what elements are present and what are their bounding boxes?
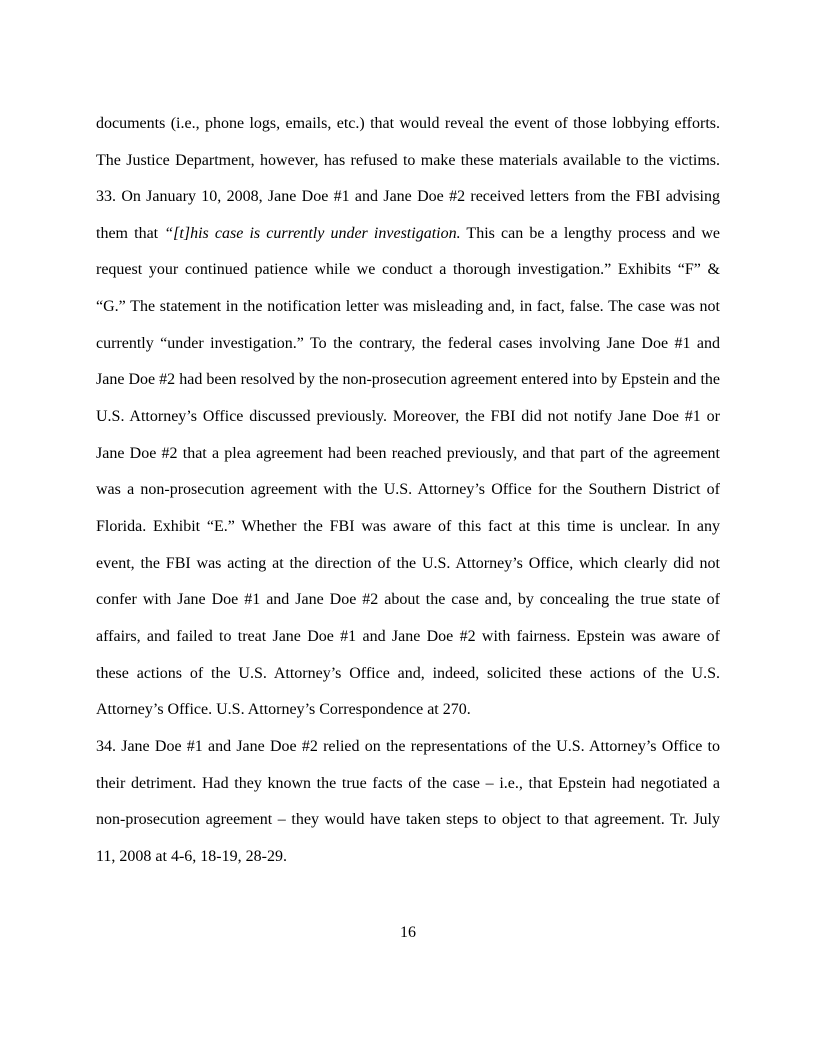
paragraph-33-line: request your continued patience while we conduct a thorough investigation.” Exhibits “F” &	[96, 261, 720, 278]
paragraph-34-line: their detriment. Had they known the true facts of the case – i.e., that Epstein had negotiated a	[96, 775, 720, 792]
paragraph-33-line: affairs, and failed to treat Jane Doe #1 and Jane Doe #2 with fairness. Epstein was aware of	[96, 628, 720, 645]
page-number: 16	[400, 924, 416, 941]
paragraph-33-line: Jane Doe #2 that a plea agreement had been reached previously, and that part of the agreement	[96, 445, 720, 462]
paragraph-34-line: 11, 2008 at 4-6, 18-19, 28-29.	[96, 848, 287, 865]
paragraph-33-line	[96, 223, 720, 245]
line-text: This can be a lengthy process and we	[460, 225, 720, 242]
paragraph-33-line: event, the FBI was acting at the direction of the U.S. Attorney’s Office, which clearly did not	[96, 555, 720, 572]
paragraph-33-line: these actions of the U.S. Attorney’s Office and, indeed, solicited these actions of the U.S.	[96, 665, 720, 682]
line-text: them that	[96, 225, 165, 242]
paragraph-line: documents (i.e., phone logs, emails, etc.) that would reveal the event of those lobbying efforts.	[96, 115, 720, 132]
paragraph-34-line: 34. Jane Doe #1 and Jane Doe #2 relied on the representations of the U.S. Attorney’s Office to	[96, 738, 720, 755]
paragraph-33-line: Florida. Exhibit “E.” Whether the FBI was aware of this fact at this time is unclear. In any	[96, 518, 720, 535]
quoted-italic-text: “[t]his case is currently under investigation.	[164, 225, 461, 242]
paragraph-33-line: was a non-prosecution agreement with the U.S. Attorney’s Office for the Southern District of	[96, 481, 720, 498]
paragraph-33-line: Jane Doe #2 had been resolved by the non-prosecution agreement entered into by Epstein and the	[96, 371, 720, 388]
paragraph-34-line: non-prosecution agreement – they would have taken steps to object to that agreement. Tr. July	[96, 811, 720, 828]
paragraph-33-line: 33. On January 10, 2008, Jane Doe #1 and Jane Doe #2 received letters from the FBI advising	[96, 188, 720, 205]
paragraph-33-line: currently “under investigation.” To the contrary, the federal cases involving Jane Doe #1 and	[96, 335, 720, 352]
paragraph-line: The Justice Department, however, has refused to make these materials available to the victims.	[96, 152, 720, 169]
paragraph-33-line: confer with Jane Doe #1 and Jane Doe #2 about the case and, by concealing the true state of	[96, 591, 720, 608]
paragraph-33-line: Attorney’s Office. U.S. Attorney’s Correspondence at 270.	[96, 701, 471, 718]
paragraph-33-line: “G.” The statement in the notification letter was misleading and, in fact, false. The case was not	[96, 298, 720, 315]
paragraph-33-line: U.S. Attorney’s Office discussed previously. Moreover, the FBI did not notify Jane Doe #1 or	[96, 408, 720, 425]
